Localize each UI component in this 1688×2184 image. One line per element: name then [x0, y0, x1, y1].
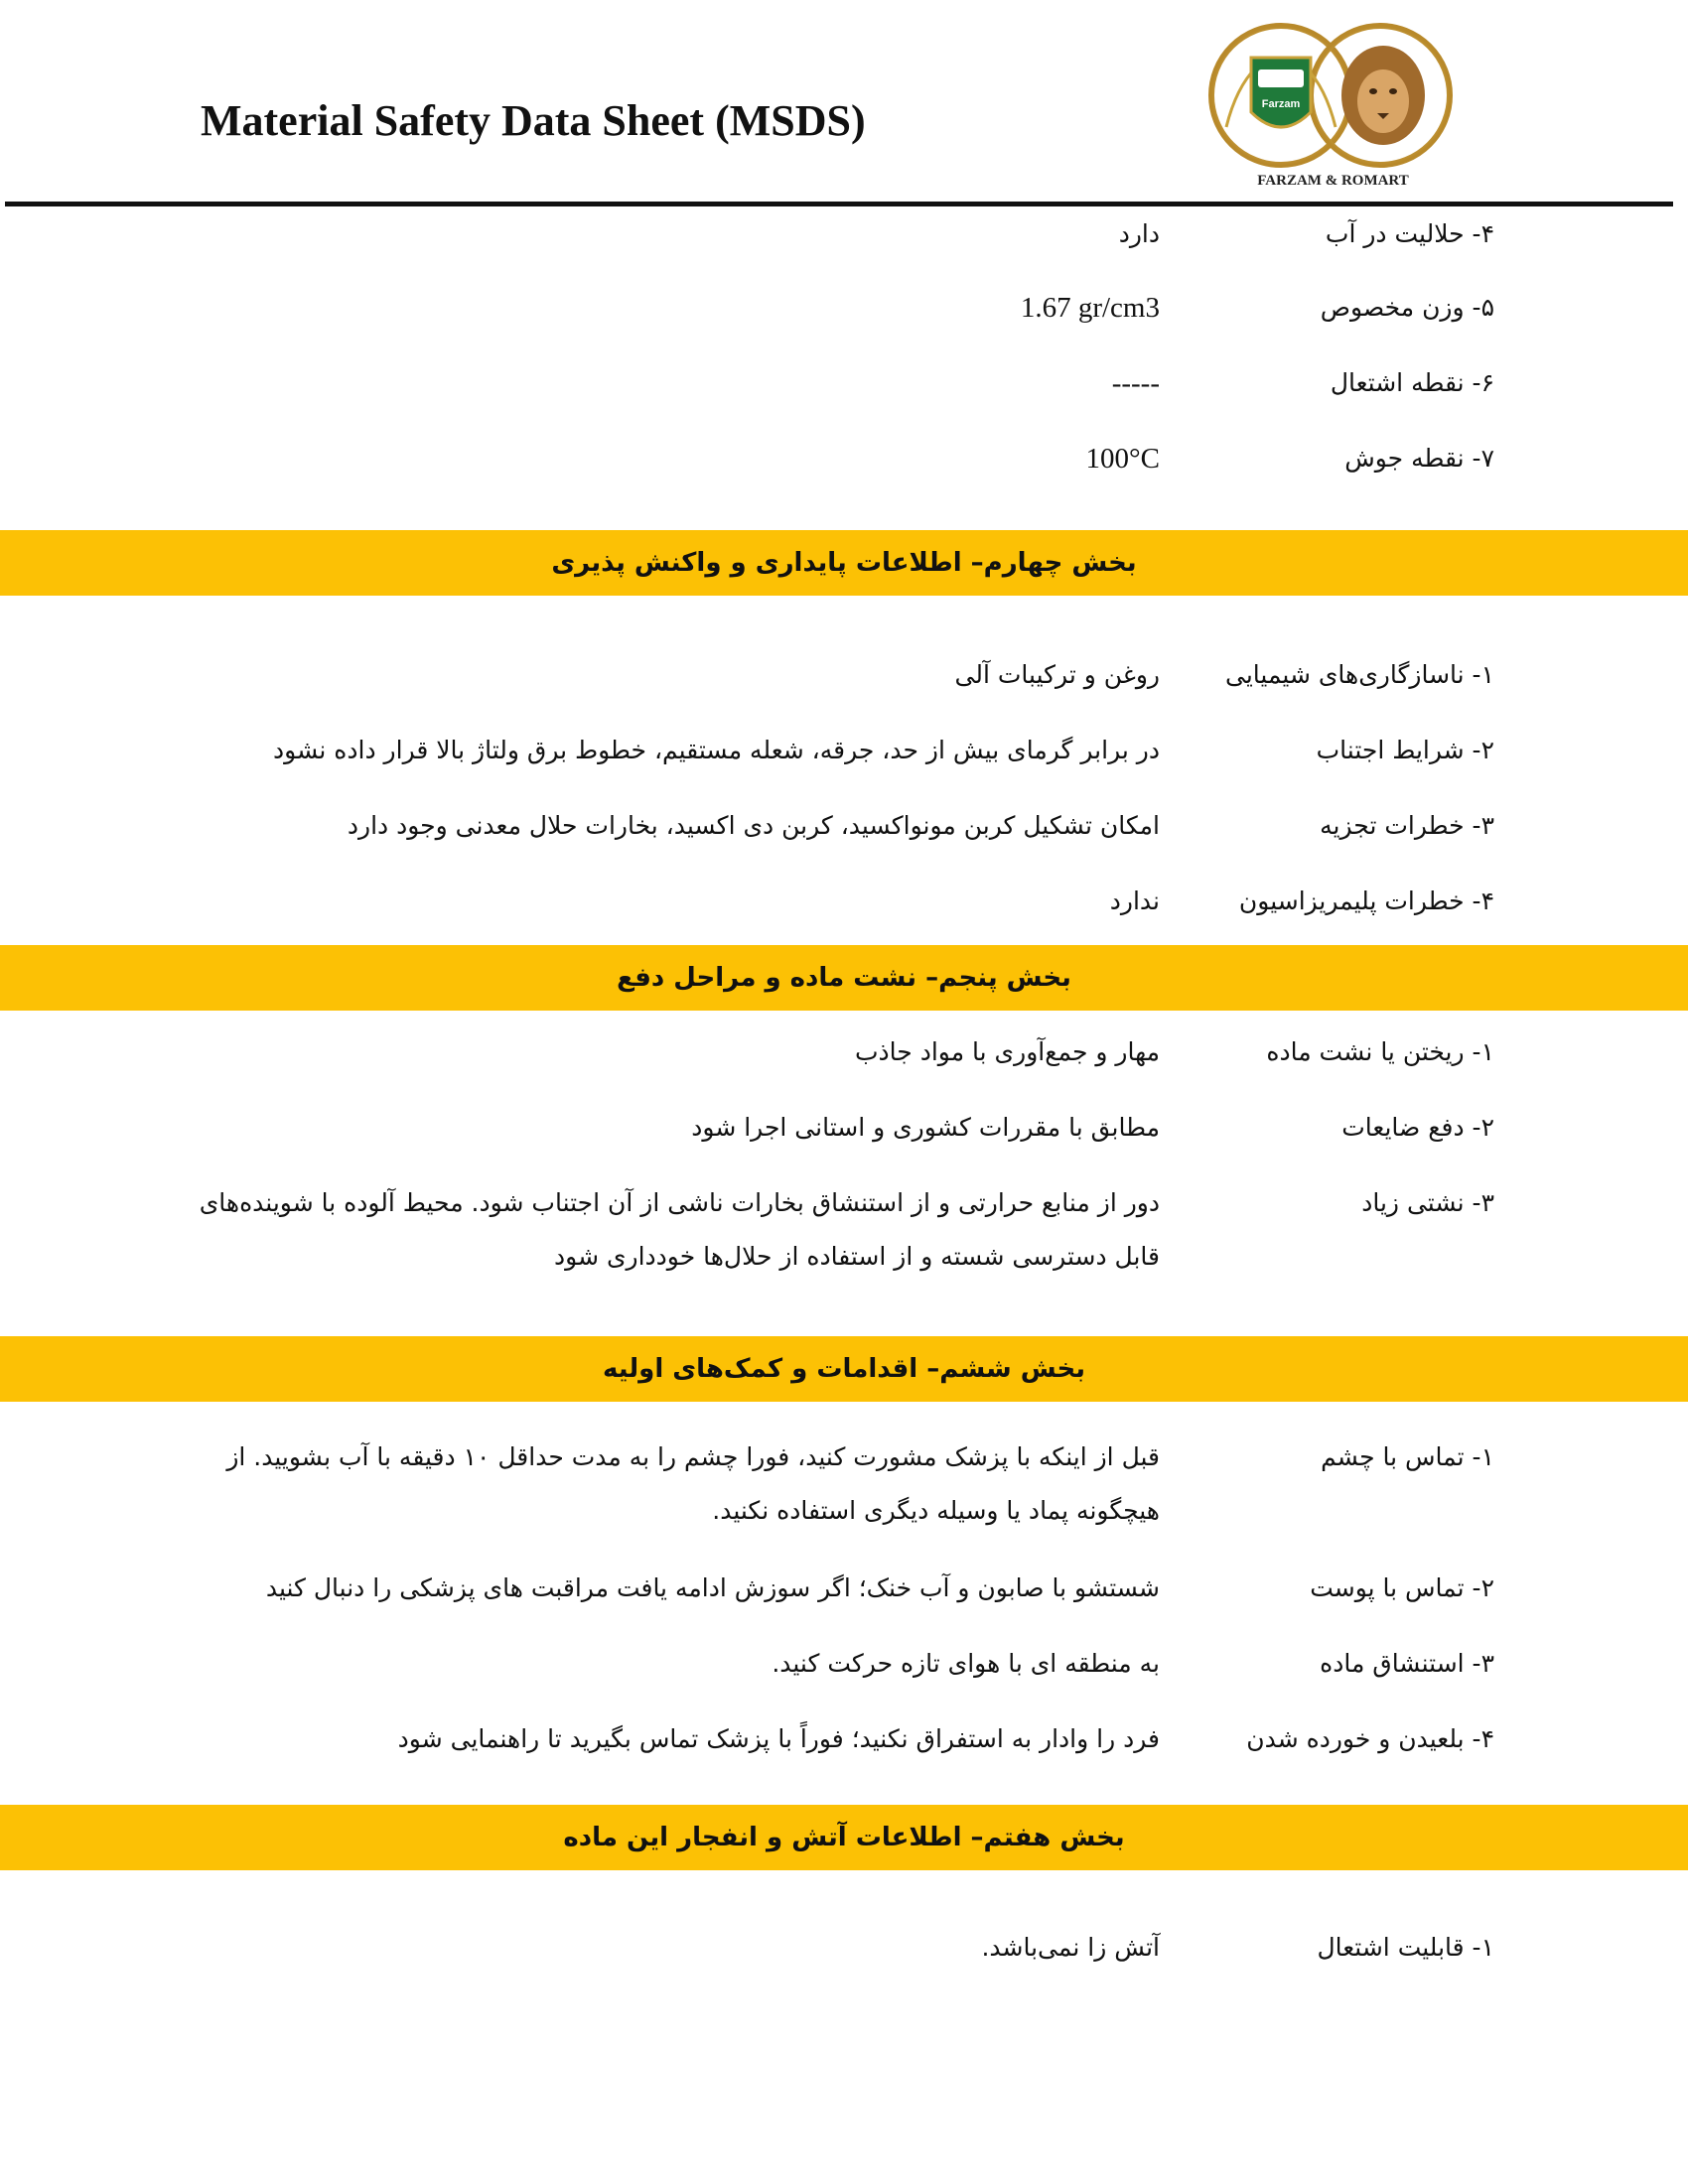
item-label: ۳- خطرات تجزیه [1320, 811, 1494, 840]
section-title: بخش پنجم– نشت ماده و مراحل دفع [617, 963, 1071, 993]
list-item [0, 1719, 1688, 1759]
section-header-band [0, 1336, 1688, 1402]
list-item [0, 731, 1688, 770]
item-label: ۱- تماس با چشم [1321, 1442, 1494, 1471]
list-item [0, 1928, 1688, 1968]
item-value: آتش زا نمی‌باشد. [981, 1933, 1160, 1962]
list-item [0, 1437, 1688, 1525]
item-label: ۴- حلالیت در آب [1325, 219, 1494, 248]
item-value: 100°C [1085, 443, 1160, 475]
item-value: ----- [1111, 367, 1160, 399]
list-item [0, 363, 1688, 403]
item-value: دارد [1118, 219, 1160, 248]
item-value: مهار و جمع‌آوری با مواد جاذب [855, 1037, 1160, 1066]
item-label: ۲- شرایط اجتناب [1316, 736, 1494, 764]
section-title: بخش هفتم– اطلاعات آتش و انفجار این ماده [563, 1823, 1125, 1852]
document-title: Material Safety Data Sheet (MSDS) [201, 96, 866, 145]
item-value: دور از منابع حرارتی و از استنشاق بخارات ناشی از آن اجتناب شود. محیط آلوده با شوینده‌های قابل دسترسی شسته و از استفاده از حلال‌ها خودداری شود [199, 1188, 1160, 1271]
company-logo [1196, 18, 1470, 197]
list-item [0, 1032, 1688, 1072]
item-label: ۳- استنشاق ماده [1320, 1649, 1494, 1678]
item-value: به منطقه ای با هوای تازه حرکت کنید. [772, 1649, 1160, 1678]
item-label: ۵- وزن مخصوص [1320, 293, 1494, 322]
item-value: امکان تشکیل کربن مونواکسید، کربن دی اکسید، بخارات حلال معدنی وجود دارد [347, 811, 1160, 840]
logo-emblem-icon [1196, 18, 1470, 177]
item-value: روغن و ترکیبات آلی [954, 660, 1160, 689]
item-label: ۴- بلعیدن و خورده شدن [1246, 1724, 1494, 1753]
section-title: بخش چهارم– اطلاعات پایداری و واکنش پذیری [551, 548, 1137, 578]
logo-caption: FARZAM & ROMART [1257, 173, 1409, 189]
item-label: ۷- نقطه جوش [1344, 444, 1494, 473]
item-label: ۳- نشتی زیاد [1361, 1188, 1494, 1217]
list-item [0, 1183, 1688, 1271]
item-value: ندارد [1109, 887, 1160, 915]
item-value: قبل از اینکه با پزشک مشورت کنید، فورا چشم را به مدت حداقل ۱۰ دقیقه با آب بشویید. از هیچگونه پماد یا وسیله دیگری استفاده نکنید. [226, 1442, 1160, 1525]
item-label: ۱- قابلیت اشتعال [1317, 1933, 1494, 1962]
item-label: ۶- نقطه اشتعال [1330, 368, 1494, 397]
item-value: در برابر گرمای بیش از حد، جرقه، شعله مستقیم، خطوط برق ولتاژ بالا قرار داده نشود [273, 736, 1160, 764]
list-item [0, 655, 1688, 695]
item-label: ۱- ریختن یا نشت ماده [1266, 1037, 1494, 1066]
item-value: شستشو با صابون و آب خنک؛ اگر سوزش ادامه یافت مراقبت های پزشکی را دنبال کنید [265, 1573, 1160, 1602]
section-header-band [0, 945, 1688, 1011]
item-label: ۲- تماس با پوست [1310, 1573, 1494, 1602]
list-item [0, 1108, 1688, 1148]
section-header-band [0, 1805, 1688, 1870]
list-item [0, 288, 1688, 328]
section-header-band [0, 530, 1688, 596]
section-title: بخش ششم– اقدامات و کمک‌های اولیه [603, 1354, 1085, 1384]
item-label: ۱- ناسازگاری‌های شیمیایی [1225, 660, 1494, 689]
list-item [0, 439, 1688, 478]
header-divider [5, 202, 1673, 206]
list-item [0, 1644, 1688, 1684]
item-label: ۴- خطرات پلیمریزاسیون [1238, 887, 1494, 915]
list-item [0, 806, 1688, 846]
item-value: مطابق با مقررات کشوری و استانی اجرا شود [691, 1113, 1160, 1142]
item-value: فرد را وادار به استفراق نکنید؛ فوراً با پزشک تماس بگیرید تا راهنمایی شود [397, 1724, 1160, 1753]
list-item [0, 882, 1688, 921]
item-label: ۲- دفع ضایعات [1341, 1113, 1494, 1142]
list-item [0, 1569, 1688, 1608]
svg-text:Farzam: Farzam [1261, 98, 1301, 110]
list-item [0, 214, 1688, 254]
item-value: 1.67 gr/cm3 [1020, 292, 1160, 324]
